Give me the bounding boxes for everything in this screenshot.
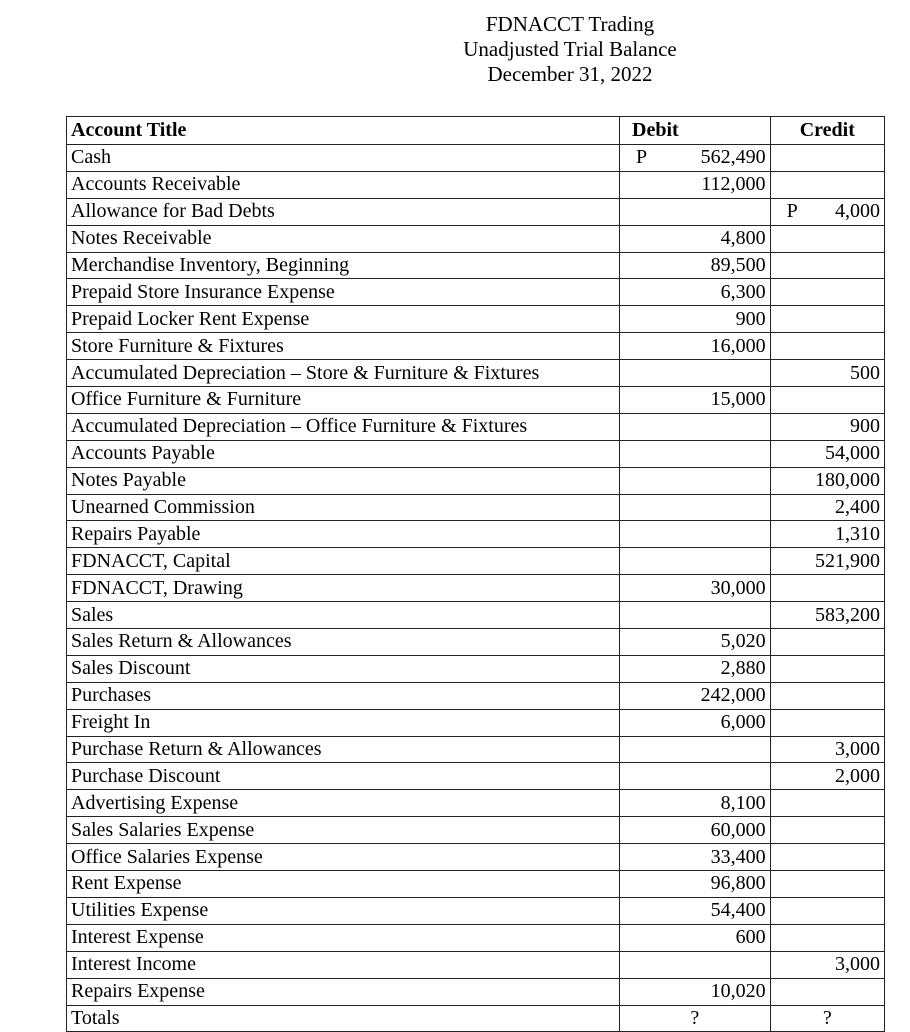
account-title-cell-value: Office Furniture & Furniture bbox=[71, 388, 302, 411]
table-row bbox=[67, 333, 885, 360]
account-title-cell-value: Utilities Expense bbox=[71, 899, 209, 922]
credit-cell bbox=[770, 333, 884, 360]
debit-cell bbox=[620, 225, 771, 252]
debit-cell bbox=[620, 709, 771, 736]
table-row bbox=[67, 467, 885, 494]
account-title-cell-value: Unearned Commission bbox=[71, 496, 255, 519]
trial-balance-table bbox=[66, 116, 885, 1032]
account-title-cell bbox=[67, 709, 620, 736]
table-row bbox=[67, 951, 885, 978]
account-title-cell bbox=[67, 602, 620, 629]
account-title-cell bbox=[67, 145, 620, 172]
report-date: December 31, 2022 bbox=[487, 62, 653, 86]
table-row bbox=[67, 682, 885, 709]
debit-cell bbox=[620, 575, 771, 602]
credit-cell bbox=[770, 951, 884, 978]
table-row bbox=[67, 844, 885, 871]
account-title-cell bbox=[67, 763, 620, 790]
table-row bbox=[67, 306, 885, 333]
credit-cell bbox=[770, 252, 884, 279]
account-title-cell-value: FDNACCT, Capital bbox=[71, 549, 231, 572]
debit-cell bbox=[620, 145, 771, 172]
report-title: Unadjusted Trial Balance bbox=[463, 37, 677, 61]
company-name: FDNACCT Trading bbox=[485, 12, 655, 36]
credit-cell bbox=[770, 978, 884, 1005]
credit-cell bbox=[770, 387, 884, 414]
debit-cell bbox=[620, 333, 771, 360]
table-row bbox=[67, 387, 885, 414]
debit-cell-value: 4,800 bbox=[720, 227, 766, 250]
credit-cell bbox=[770, 790, 884, 817]
account-title-cell bbox=[67, 790, 620, 817]
table-row bbox=[67, 763, 885, 790]
credit-cell bbox=[770, 467, 884, 494]
account-title-cell bbox=[67, 521, 620, 548]
table-row bbox=[67, 602, 885, 629]
credit-cell-value: 3,000 bbox=[835, 953, 880, 976]
debit-cell-value: 60,000 bbox=[710, 818, 766, 841]
debit-cell-value: 16,000 bbox=[710, 334, 766, 357]
account-title-cell bbox=[67, 548, 620, 575]
account-title-cell bbox=[67, 682, 620, 709]
account-title-cell bbox=[67, 494, 620, 521]
table-row bbox=[67, 252, 885, 279]
table-row bbox=[67, 736, 885, 763]
table-row bbox=[67, 521, 885, 548]
table-row bbox=[67, 171, 885, 198]
credit-cell-value: 2,400 bbox=[835, 496, 880, 519]
debit-cell-value: 15,000 bbox=[710, 388, 766, 411]
credit-cell-value: 4,000 bbox=[835, 200, 880, 223]
debit-cell bbox=[620, 629, 771, 656]
account-title-cell-value: Allowance for Bad Debts bbox=[71, 200, 275, 223]
debit-cell bbox=[620, 844, 771, 871]
table-row bbox=[67, 978, 885, 1005]
table-row bbox=[67, 790, 885, 817]
credit-cell bbox=[770, 306, 884, 333]
debit-cell bbox=[620, 467, 771, 494]
account-title-cell-value: Rent Expense bbox=[71, 872, 182, 895]
debit-cell bbox=[620, 602, 771, 629]
debit-cell bbox=[620, 736, 771, 763]
totals-row bbox=[67, 1005, 885, 1032]
account-title-cell-value: Sales bbox=[71, 603, 114, 626]
debit-cell bbox=[620, 494, 771, 521]
debit-cell-value: 900 bbox=[735, 307, 766, 330]
header-credit: Credit bbox=[770, 117, 884, 145]
table-row bbox=[67, 225, 885, 252]
debit-cell bbox=[620, 252, 771, 279]
header-account-title: Account Title bbox=[67, 117, 620, 145]
table-row bbox=[67, 145, 885, 172]
credit-cell bbox=[770, 817, 884, 844]
debit-cell bbox=[620, 871, 771, 898]
account-title-cell-value: Store Furniture & Fixtures bbox=[71, 334, 284, 357]
debit-cell bbox=[620, 817, 771, 844]
account-title-cell bbox=[67, 279, 620, 306]
credit-cell-value: 2,000 bbox=[835, 764, 880, 787]
totals-credit: ? bbox=[770, 1005, 884, 1032]
credit-cell-value: 180,000 bbox=[815, 469, 880, 492]
account-title-cell bbox=[67, 225, 620, 252]
totals-label: Totals bbox=[67, 1005, 620, 1032]
account-title-cell-value: Advertising Expense bbox=[71, 791, 239, 814]
table-row bbox=[67, 817, 885, 844]
credit-cell bbox=[770, 629, 884, 656]
credit-cell bbox=[770, 682, 884, 709]
credit-cell bbox=[770, 413, 884, 440]
debit-cell bbox=[620, 521, 771, 548]
account-title-cell-value: Office Salaries Expense bbox=[71, 845, 263, 868]
debit-cell bbox=[620, 548, 771, 575]
debit-cell-value: 6,300 bbox=[720, 280, 766, 303]
table-row bbox=[67, 897, 885, 924]
account-title-cell-value: Repairs Expense bbox=[71, 980, 205, 1003]
credit-cell bbox=[770, 736, 884, 763]
debit-cell bbox=[620, 655, 771, 682]
account-title-cell-value: Sales Return & Allowances bbox=[71, 630, 292, 653]
debit-cell bbox=[620, 897, 771, 924]
table-row bbox=[67, 360, 885, 387]
account-title-cell-value: Purchase Return & Allowances bbox=[71, 738, 322, 761]
account-title-cell-value: Notes Payable bbox=[71, 469, 186, 492]
debit-cell-value: 8,100 bbox=[720, 791, 766, 814]
debit-cell-value: 5,020 bbox=[720, 630, 766, 653]
credit-cell-value: 900 bbox=[850, 415, 880, 438]
account-title-cell bbox=[67, 171, 620, 198]
debit-cell-value: 600 bbox=[735, 926, 766, 949]
table-row bbox=[67, 198, 885, 225]
table-row bbox=[67, 494, 885, 521]
debit-cell bbox=[620, 763, 771, 790]
account-title-cell-value: FDNACCT, Drawing bbox=[71, 576, 243, 599]
credit-cell bbox=[770, 440, 884, 467]
table-row bbox=[67, 440, 885, 467]
debit-cell bbox=[620, 198, 771, 225]
account-title-cell bbox=[67, 198, 620, 225]
table-row bbox=[67, 575, 885, 602]
account-title-cell bbox=[67, 440, 620, 467]
table-row bbox=[67, 871, 885, 898]
debit-cell-value: 242,000 bbox=[700, 684, 766, 707]
credit-cell bbox=[770, 494, 884, 521]
debit-cell-value: 562,490 bbox=[700, 146, 766, 169]
debit-cell bbox=[620, 978, 771, 1005]
debit-cell bbox=[620, 413, 771, 440]
debit-cell-value: 6,000 bbox=[720, 711, 766, 734]
credit-cell-value: 1,310 bbox=[835, 522, 880, 545]
credit-cell bbox=[770, 763, 884, 790]
credit-cell bbox=[770, 279, 884, 306]
credit-cell bbox=[770, 360, 884, 387]
debit-cell bbox=[620, 440, 771, 467]
account-title-cell bbox=[67, 360, 620, 387]
credit-cell bbox=[770, 924, 884, 951]
debit-cell bbox=[620, 171, 771, 198]
account-title-cell-value: Interest Income bbox=[71, 953, 196, 976]
credit-cell-value: 521,900 bbox=[815, 549, 880, 572]
table-row bbox=[67, 548, 885, 575]
account-title-cell bbox=[67, 575, 620, 602]
table-row bbox=[67, 709, 885, 736]
debit-cell bbox=[620, 306, 771, 333]
debit-cell bbox=[620, 360, 771, 387]
debit-cell-value: 33,400 bbox=[710, 845, 766, 868]
account-title-cell-value: Repairs Payable bbox=[71, 522, 201, 545]
debit-cell bbox=[620, 682, 771, 709]
account-title-cell bbox=[67, 333, 620, 360]
table-row bbox=[67, 279, 885, 306]
account-title-cell-value: Accounts Payable bbox=[71, 442, 215, 465]
account-title-cell-value: Freight In bbox=[71, 711, 151, 734]
account-title-cell-value: Purchases bbox=[71, 684, 151, 707]
credit-cell bbox=[770, 575, 884, 602]
account-title-cell bbox=[67, 871, 620, 898]
credit-cell bbox=[770, 548, 884, 575]
credit-cell bbox=[770, 145, 884, 172]
account-title-cell bbox=[67, 924, 620, 951]
credit-cell bbox=[770, 171, 884, 198]
debit-cell-value: 96,800 bbox=[710, 872, 766, 895]
account-title-cell bbox=[67, 387, 620, 414]
credit-cell-value: 583,200 bbox=[815, 603, 880, 626]
debit-cell bbox=[620, 790, 771, 817]
table-row bbox=[67, 629, 885, 656]
document-heading bbox=[0, 12, 910, 87]
table-row bbox=[67, 413, 885, 440]
debit-cell-value: 2,880 bbox=[720, 657, 766, 680]
debit-cell-value: 30,000 bbox=[710, 576, 766, 599]
account-title-cell-value: Prepaid Locker Rent Expense bbox=[71, 307, 310, 330]
table-row bbox=[67, 655, 885, 682]
account-title-cell-value: Prepaid Store Insurance Expense bbox=[71, 280, 335, 303]
table-row bbox=[67, 924, 885, 951]
account-title-cell bbox=[67, 951, 620, 978]
account-title-cell bbox=[67, 467, 620, 494]
account-title-cell-value: Sales Discount bbox=[71, 657, 191, 680]
credit-cell bbox=[770, 521, 884, 548]
account-title-cell-value: Purchase Discount bbox=[71, 764, 221, 787]
account-title-cell-value: Interest Expense bbox=[71, 926, 204, 949]
credit-cell-value: 3,000 bbox=[835, 738, 880, 761]
account-title-cell-value: Accumulated Depreciation – Office Furniture & Fixtures bbox=[71, 415, 528, 438]
account-title-cell-value: Sales Salaries Expense bbox=[71, 818, 255, 841]
credit-cell bbox=[770, 871, 884, 898]
account-title-cell bbox=[67, 817, 620, 844]
currency-symbol: P bbox=[636, 146, 648, 169]
debit-cell-value: 10,020 bbox=[710, 980, 766, 1003]
credit-cell bbox=[770, 655, 884, 682]
account-title-cell bbox=[67, 629, 620, 656]
account-title-cell-value: Merchandise Inventory, Beginning bbox=[71, 254, 350, 276]
account-title-cell bbox=[67, 413, 620, 440]
account-title-cell bbox=[67, 252, 620, 279]
debit-cell-value: 54,400 bbox=[710, 899, 766, 922]
account-title-cell bbox=[67, 306, 620, 333]
debit-cell-value: 89,500 bbox=[710, 254, 766, 276]
currency-symbol: P bbox=[786, 200, 798, 223]
credit-cell-value: 54,000 bbox=[825, 442, 880, 465]
debit-cell-value: 112,000 bbox=[701, 173, 766, 196]
credit-cell bbox=[770, 602, 884, 629]
account-title-cell-value: Cash bbox=[71, 146, 111, 169]
account-title-cell bbox=[67, 978, 620, 1005]
account-title-cell bbox=[67, 897, 620, 924]
account-title-cell bbox=[67, 844, 620, 871]
table-header-row bbox=[67, 117, 885, 145]
debit-cell bbox=[620, 279, 771, 306]
debit-cell bbox=[620, 387, 771, 414]
account-title-cell bbox=[67, 736, 620, 763]
account-title-cell bbox=[67, 655, 620, 682]
debit-cell bbox=[620, 924, 771, 951]
credit-cell bbox=[770, 225, 884, 252]
credit-cell bbox=[770, 844, 884, 871]
debit-cell bbox=[620, 951, 771, 978]
account-title-cell-value: Notes Receivable bbox=[71, 227, 212, 250]
account-title-cell-value: Accounts Receivable bbox=[71, 173, 241, 196]
totals-debit: ? bbox=[620, 1005, 771, 1032]
credit-cell bbox=[770, 198, 884, 225]
account-title-cell-value: Accumulated Depreciation – Store & Furniture & Fixtures bbox=[71, 361, 540, 384]
credit-cell-value: 500 bbox=[850, 361, 880, 384]
header-debit: Debit bbox=[620, 117, 771, 145]
credit-cell bbox=[770, 897, 884, 924]
credit-cell bbox=[770, 709, 884, 736]
